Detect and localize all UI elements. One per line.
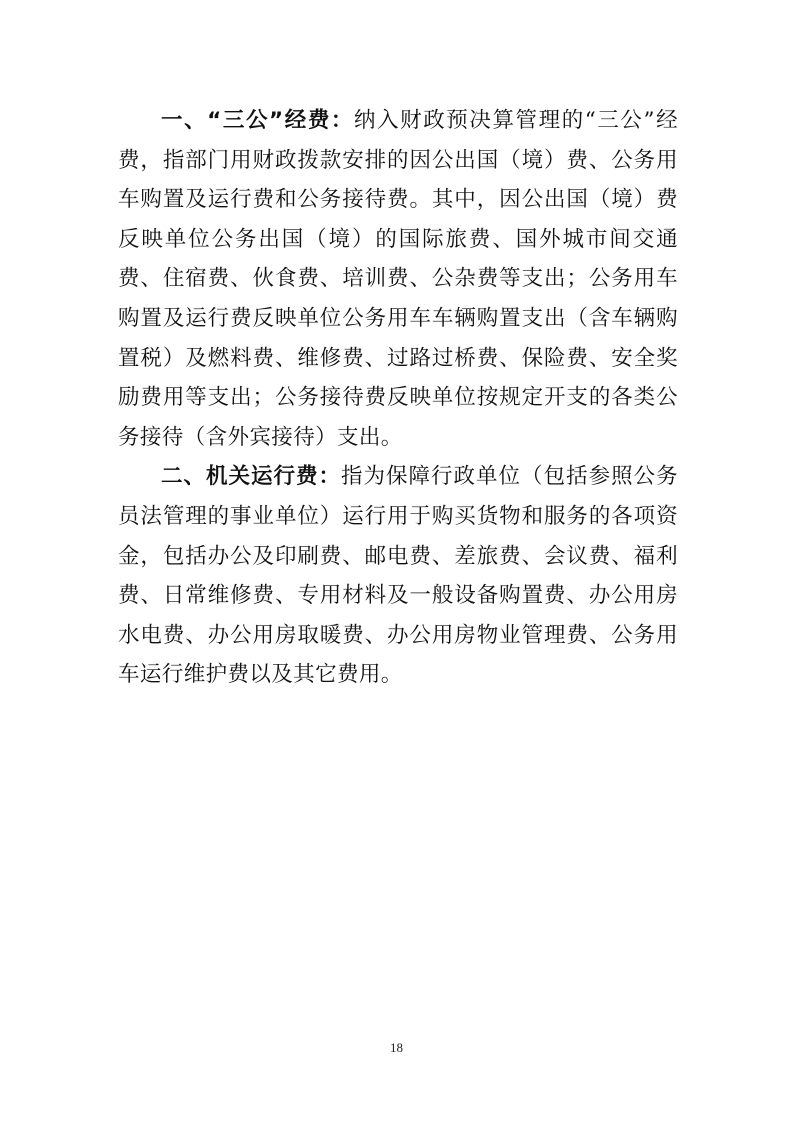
document-body [118, 101, 678, 695]
page-number: 18 [390, 1040, 403, 1055]
paragraph-three-public-expenses [118, 101, 678, 457]
paragraph-agency-operating-expenses [118, 457, 678, 695]
definition-agency-operating-expenses: 指为保障行政单位（包括参照公务员法管理的事业单位）运行用于购买货物和服务的各项资金，包括办公及印刷费、邮电费、差旅费、会议费、福利费、日常维修费、专用材料及一般设备购置费、办公用房水电费、办公用房取暖费、办公用房物业管理费、公务用车运行维护费以及其它费用。 [118, 464, 678, 688]
definition-three-public-expenses: 纳入财政预决算管理的“三公”经费，指部门用财政拨款安排的因公出国（境）费、公务用车购置及运行费和公务接待费。其中，因公出国（境）费反映单位公务出国（境）的国际旅费、国外城市间交通费、住宿费、伙食费、培训费、公杂费等支出；公务用车购置及运行费反映单位公务用车车辆购置支出（含车辆购置税）及燃料费、维修费、过路过桥费、保险费、安全奖励费用等支出；公务接待费反映单位按规定开支的各类公务接待（含外宾接待）支出。 [118, 108, 678, 450]
term-agency-operating-expenses: 二、机关运行费： [161, 464, 342, 490]
term-three-public-expenses: 一、“三公”经费： [161, 108, 354, 133]
